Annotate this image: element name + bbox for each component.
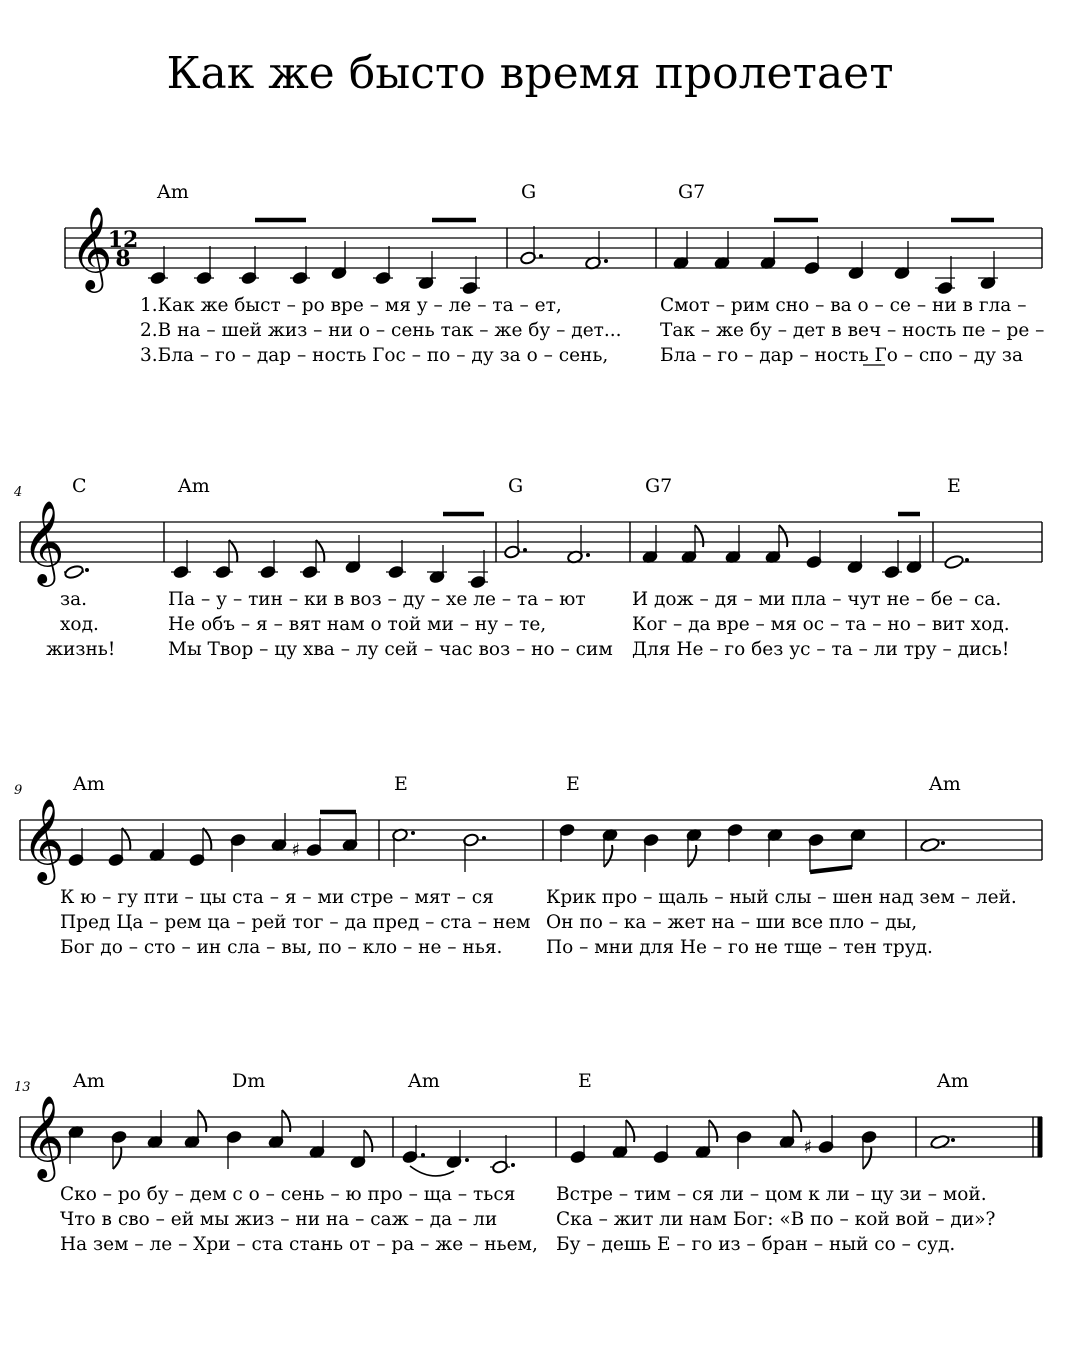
note	[643, 833, 660, 872]
note	[602, 828, 619, 867]
note	[148, 246, 168, 285]
lyric-line: Пред Ца – рем ца – рей тог – да пред – ста – нем	[60, 912, 531, 933]
note	[653, 1125, 670, 1164]
note	[189, 828, 212, 867]
note	[765, 525, 788, 564]
note	[673, 231, 690, 270]
note	[147, 1110, 164, 1149]
note	[258, 540, 278, 579]
flag	[229, 540, 237, 562]
lyric-line: Встре – тим – ся ли – цом к ли – цу зи – мой.	[556, 1184, 987, 1205]
dot	[951, 1138, 955, 1142]
note	[520, 226, 543, 265]
note	[184, 1110, 207, 1149]
note	[951, 220, 998, 290]
note	[504, 520, 527, 559]
chord-symbol: G7	[645, 475, 673, 497]
note	[345, 535, 362, 574]
note	[490, 1135, 515, 1174]
chord-symbol: E	[947, 475, 961, 497]
lyric-line: Бог до – сто – ин сла – вы, по – кло – не – нья.	[60, 937, 503, 958]
dot	[539, 254, 543, 258]
notehead	[64, 564, 84, 580]
time-signature-bottom: 8	[115, 246, 131, 272]
note	[861, 1130, 878, 1169]
note	[111, 1130, 128, 1169]
chord-symbol: Am	[178, 475, 210, 497]
note	[612, 1120, 635, 1159]
note	[463, 833, 486, 872]
lyric-line: Смот – рим сно – ва о – се – ни в гла –	[660, 295, 1027, 316]
note	[567, 525, 590, 564]
chord-symbol: E	[578, 1070, 592, 1092]
flag	[626, 1120, 634, 1142]
chord-symbol: Am	[929, 773, 961, 795]
dot	[482, 836, 486, 840]
note	[848, 241, 865, 280]
note	[255, 220, 310, 285]
dot	[411, 831, 415, 835]
lyric-line: Не объ – я – вят нам о той ми – ну – те,	[168, 614, 547, 635]
dot	[586, 553, 590, 557]
chord-symbol: Am	[937, 1070, 969, 1092]
staff-system	[13, 475, 1042, 660]
staff-system	[14, 773, 1042, 958]
time-signature-top: 12	[107, 227, 139, 253]
lyric-line: И дож – дя – ми пла – чут не – бе – са.	[632, 589, 1002, 610]
note	[268, 1110, 291, 1149]
treble-clef-icon: 𝄞	[22, 1094, 65, 1178]
note	[808, 833, 825, 872]
note	[894, 241, 911, 280]
flag	[779, 525, 787, 547]
dot	[465, 1158, 469, 1162]
measure-number: 4	[14, 485, 23, 500]
flag	[364, 1130, 372, 1152]
lyric-line: Ска – жит ли нам Бог: «В по – кой вой – ди»?	[556, 1209, 996, 1230]
chord-symbol: Am	[73, 773, 105, 795]
notehead	[944, 554, 964, 570]
note	[230, 833, 247, 872]
note	[725, 525, 742, 564]
dot	[85, 568, 89, 572]
lyric-line: Ког – да вре – мя ос – та – но – вит ход.	[632, 614, 1010, 635]
note	[68, 828, 85, 867]
lyric-line: жизнь!	[46, 639, 116, 660]
note	[760, 231, 777, 270]
note	[68, 1125, 85, 1164]
staff-system	[65, 181, 1044, 366]
score-systems	[13, 181, 1044, 1255]
lyric-line: Крик про – щаль – ный слы – шен над зем – лей.	[546, 887, 1017, 908]
flag	[709, 1120, 717, 1142]
lyric-line: К ю – гу пти – цы ста – я – ми стре – мят – ся	[60, 887, 494, 908]
note	[882, 540, 902, 579]
lyric-line: По – мни для Не – го не тще – тен труд.	[546, 937, 933, 958]
lyric-line: Что в сво – ей мы жиз – ни на – саж – да – ли	[60, 1209, 498, 1230]
note	[320, 812, 358, 852]
note	[736, 1130, 753, 1169]
note	[446, 1130, 469, 1169]
note	[239, 246, 259, 285]
beam	[810, 867, 852, 872]
note	[226, 1130, 243, 1169]
note	[309, 1120, 326, 1159]
lyric-line: 3.Бла – го – дар – ность Гос – по – ду за о – сень,	[140, 345, 609, 366]
flag	[863, 1147, 871, 1169]
lyric-line: Мы Твор – цу хва – лу сей – час воз – но – сим	[168, 639, 613, 660]
chord-symbol: G	[508, 475, 524, 497]
note	[779, 1110, 802, 1149]
sharp-icon: ♯	[803, 1137, 813, 1158]
chord-symbol: Dm	[232, 1070, 266, 1092]
dot	[511, 1163, 515, 1167]
note	[681, 525, 704, 564]
lyric-line: ход.	[60, 614, 99, 635]
chord-symbol: Am	[73, 1070, 105, 1092]
flag	[198, 1110, 206, 1132]
chord-symbol: G7	[678, 181, 706, 203]
lyric-line: 2.В на – шей жиз – ни о – сень так – же бу – дет...	[140, 320, 622, 341]
treble-clef-icon: 𝄞	[22, 499, 65, 583]
treble-clef-icon: 𝄞	[70, 205, 113, 289]
note	[806, 530, 823, 569]
treble-clef-icon: 𝄞	[22, 797, 65, 881]
note	[727, 823, 744, 862]
note	[585, 231, 608, 270]
lyric-line: Бу – дешь Е – го из – бран – ный со – суд.	[556, 1234, 956, 1255]
note	[271, 813, 288, 852]
chord-symbol: Am	[408, 1070, 440, 1092]
dot	[941, 841, 945, 845]
note	[402, 1125, 425, 1164]
note	[935, 256, 955, 295]
dot	[523, 548, 527, 552]
lyric-line: Так – же бу – дет в веч – ность пе – ре –	[660, 320, 1045, 341]
lyric-line: Для Не – го без ус – та – ли тру – дись!	[632, 639, 1010, 660]
lyric-line: Бла – го – дар – ность Го – спо – ду за	[660, 345, 1024, 366]
note	[898, 514, 922, 574]
chord-symbol: E	[566, 773, 580, 795]
note	[64, 564, 89, 580]
note	[427, 545, 447, 584]
measure-number: 13	[14, 1080, 31, 1095]
note	[714, 231, 731, 270]
song-title: Как же бысто время пролетает	[166, 48, 894, 99]
flag	[688, 845, 696, 867]
note	[350, 1130, 373, 1169]
dot	[604, 259, 608, 263]
note	[570, 1125, 587, 1164]
note	[767, 828, 784, 867]
lyric-line: Па – у – тин – ки в воз – ду – хе ле – та – ют	[168, 589, 586, 610]
note	[386, 540, 406, 579]
flag	[695, 525, 703, 547]
flag	[122, 828, 130, 850]
flag	[604, 845, 612, 867]
chord-symbol: G	[521, 181, 537, 203]
chord-symbol: C	[72, 475, 87, 497]
lyric-line: Ско – ро бу – дем с о – сень – ю про – ща – ться	[60, 1184, 516, 1205]
note	[149, 823, 166, 862]
note	[695, 1120, 718, 1159]
lyric-line: На зем – ле – Хри – ста стань от – ра – же – ньем,	[60, 1234, 538, 1255]
note	[686, 828, 703, 867]
lyric-line: 1.Как же быст – ро вре – мя у – ле – та – ет,	[140, 295, 562, 316]
chord-symbol: E	[394, 773, 408, 795]
note	[171, 540, 191, 579]
note	[331, 241, 348, 280]
chord-symbol: Am	[157, 181, 189, 203]
note	[373, 246, 393, 285]
note	[847, 535, 864, 574]
dot	[965, 558, 969, 562]
flag	[113, 1147, 121, 1169]
note	[416, 251, 436, 290]
note	[300, 540, 324, 579]
measure-number: 9	[14, 783, 23, 798]
note	[392, 828, 415, 867]
flag	[793, 1110, 801, 1132]
slur	[410, 1166, 454, 1176]
lyric-line: за.	[60, 589, 88, 610]
note	[642, 525, 659, 564]
staff-system	[14, 1070, 1042, 1255]
note	[213, 540, 237, 579]
note	[559, 823, 576, 862]
lyric-line: Он по – ка – жет на – ши все пло – ды,	[546, 912, 918, 933]
note	[108, 828, 131, 867]
flag	[316, 540, 324, 562]
flag	[282, 1110, 290, 1132]
dot	[421, 1153, 425, 1157]
sharp-icon: ♯	[291, 840, 301, 861]
note	[194, 246, 214, 285]
flag	[203, 828, 211, 850]
